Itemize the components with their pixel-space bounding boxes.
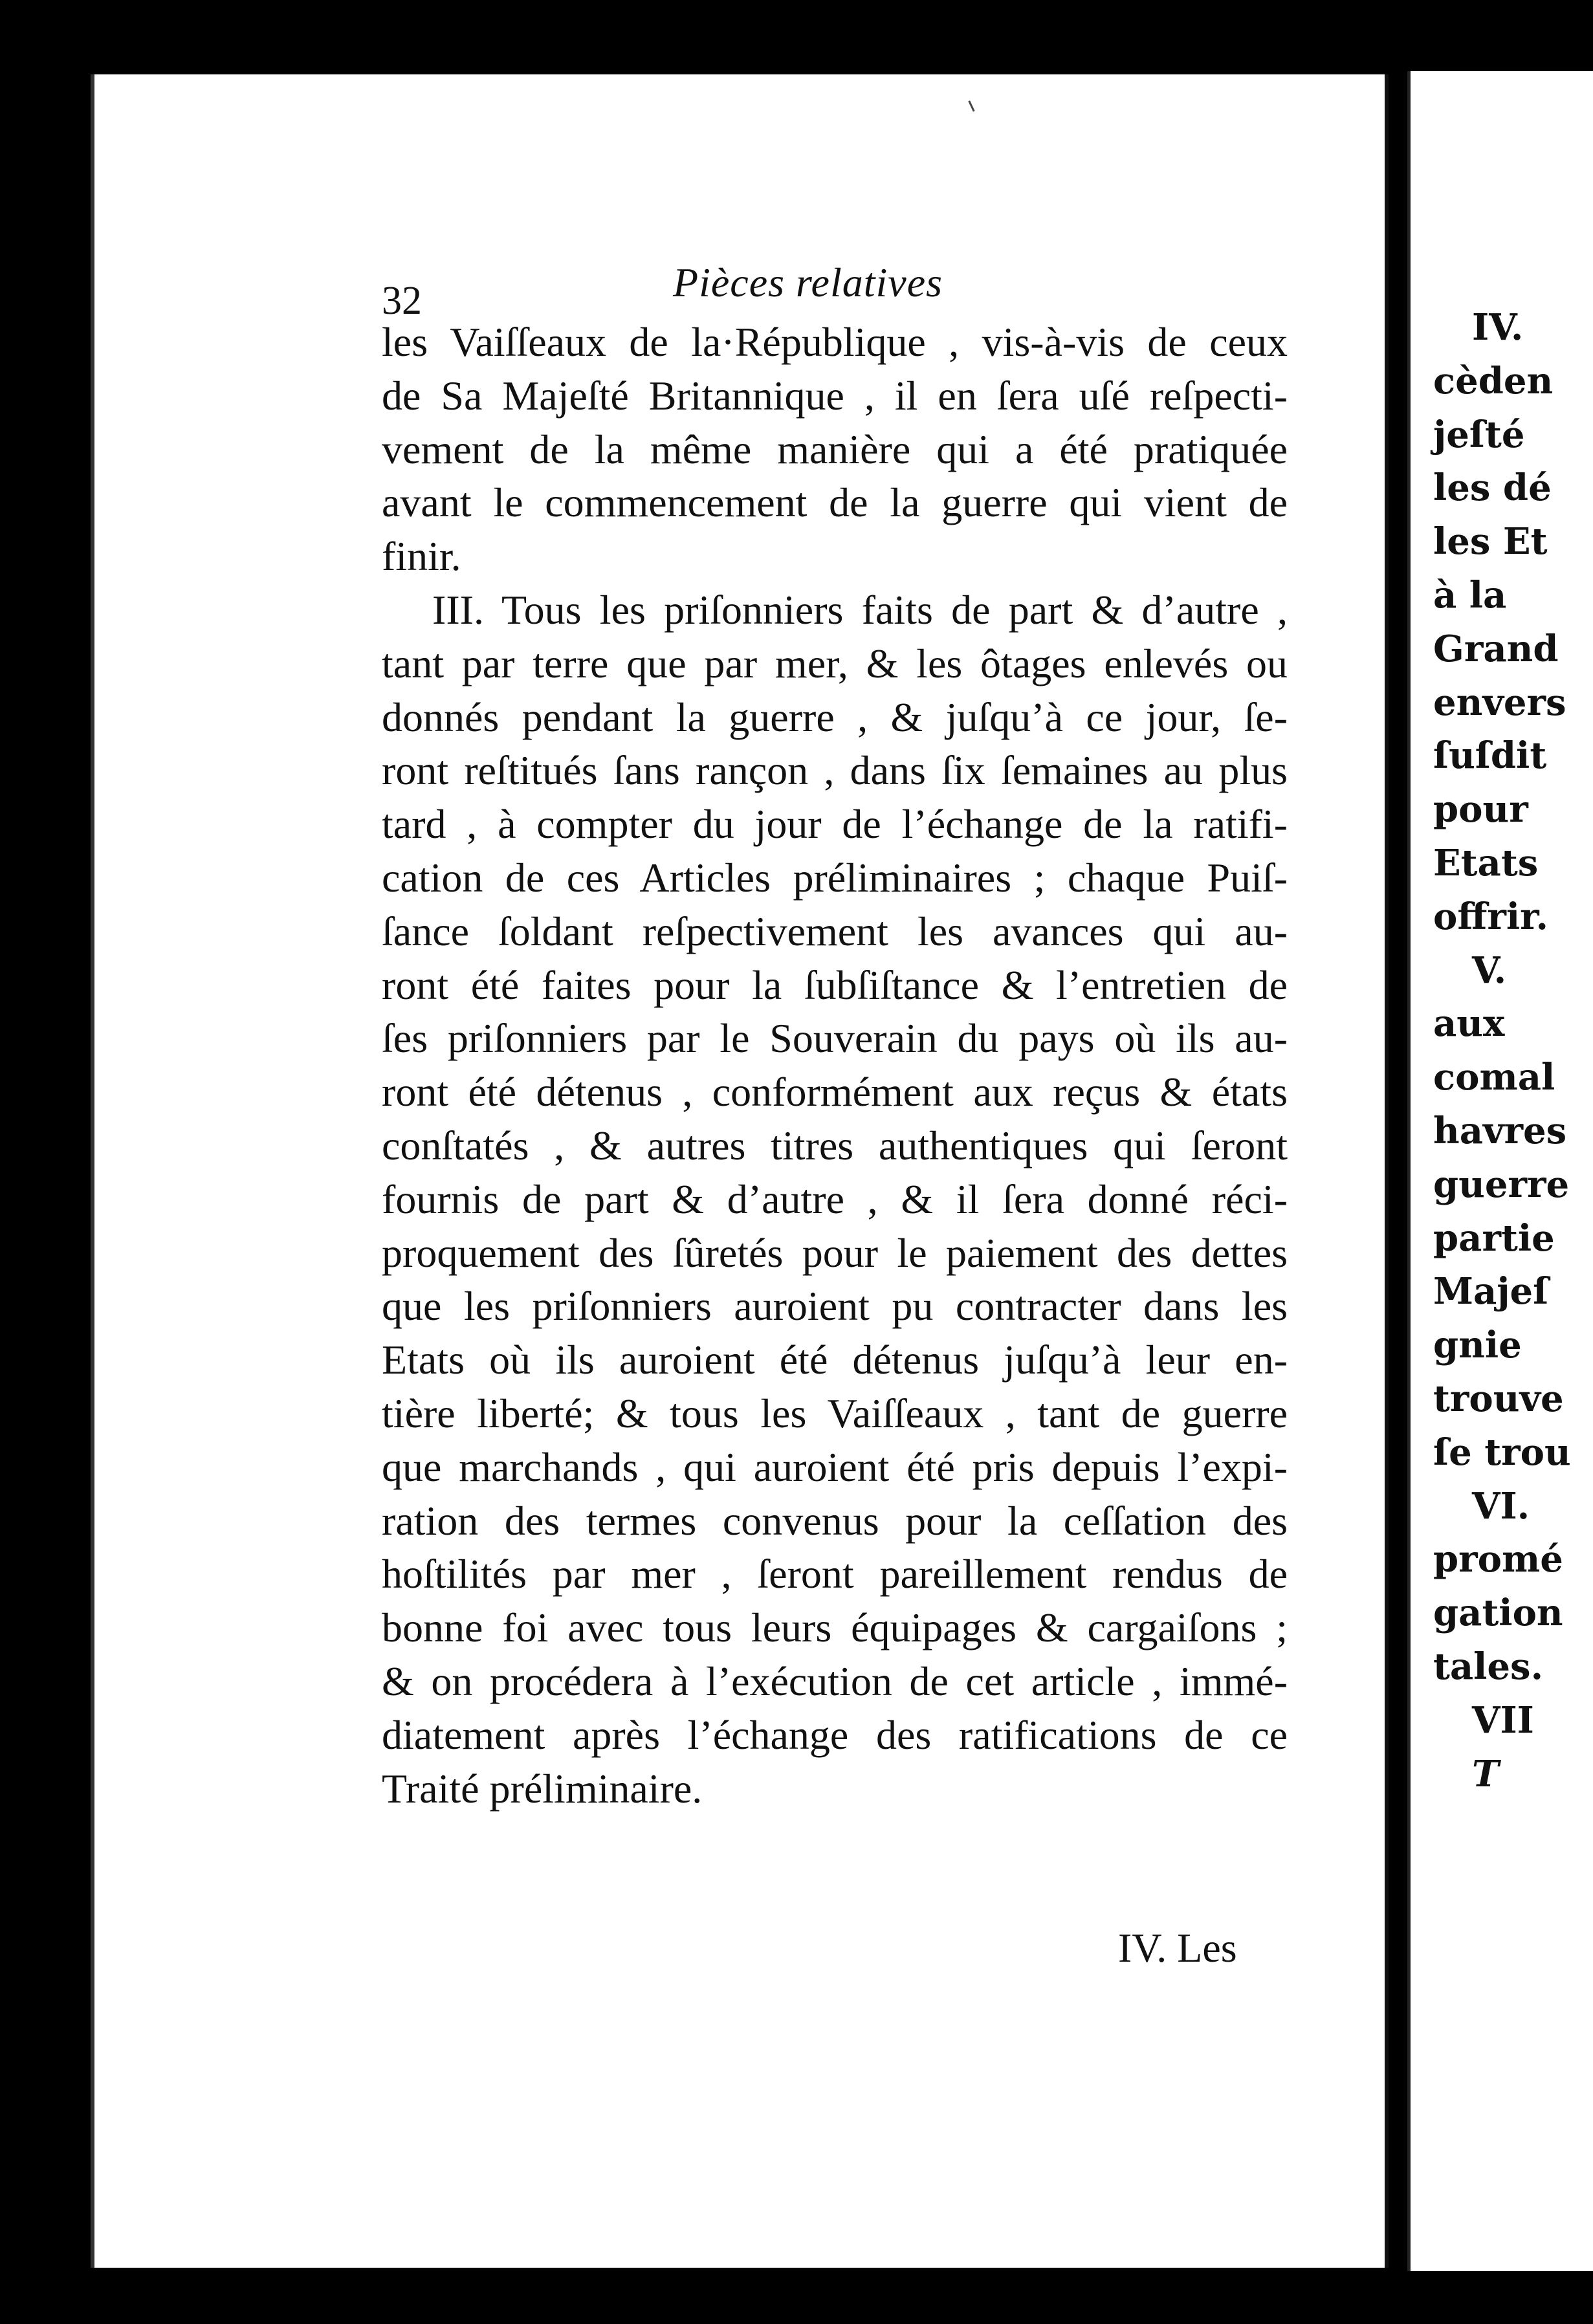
text-line: tière liberté; & tous les Vaiſſeaux , tant de guerre [382,1390,1288,1436]
text-line: tard , à compter du jour de l’échange de la ratifi- [382,801,1288,848]
text-line: III. Tous les priſonniers faits de part & d’autre , [432,586,1288,633]
right-text-line: offrir. [1433,895,1548,938]
text-line: de Sa Majeſté Britannique , il en ſera uſé reſpecti- [382,372,1288,419]
text-line: diatement après l’échange des ratifications de ce [382,1711,1288,1758]
right-text-line: ſuſdit [1433,734,1547,778]
right-text-line: aux [1433,1002,1505,1046]
right-text-line: promé [1433,1538,1563,1581]
text-line: & on procédera à l’exécution de cet article , immé- [382,1658,1288,1704]
running-head: Pièces relatives [673,259,943,305]
right-text-line: jeſté [1433,413,1525,456]
text-line: vement de la même manière qui a été pratiquée [382,426,1288,472]
text-line: ront reſtitués ſans rançon , dans ſix ſemaines au plus [382,747,1288,794]
text-line: conſtatés , & autres titres authentiques qui ſeront [382,1122,1288,1168]
right-text-line: gation [1433,1592,1563,1635]
right-text-line: tales. [1433,1645,1544,1688]
text-line: proquement des ſûretés pour le paiement des dettes [382,1229,1288,1276]
right-text-line: cèden [1433,359,1554,402]
right-text-line: guerre [1433,1163,1570,1206]
text-line: que les priſonniers auroient pu contracter dans les [382,1283,1288,1330]
right-text-line: envers [1433,681,1566,724]
right-text-line: Grand [1433,627,1559,670]
text-line: cation de ces Articles préliminaires ; chaque Puiſ- [382,854,1288,901]
text-line: hoſtilités par mer , ſeront pareillement rendus de [382,1551,1288,1597]
right-text-line: gnie [1433,1324,1522,1367]
text-line: ſance ſoldant reſpectivement les avances qui au- [382,908,1288,954]
page-header [382,259,1288,323]
right-text-line: IV. [1472,306,1524,349]
right-text-line: partie [1433,1216,1555,1260]
right-page-text [1411,301,1593,1801]
right-text-line: havres [1433,1109,1567,1152]
right-text-line: V. [1472,948,1507,992]
right-page [1407,71,1593,2271]
text-line: Etats où ils auroient été détenus juſqu’à leur en- [382,1337,1288,1383]
right-text-line: VII [1472,1698,1534,1742]
right-text-line: à la [1433,573,1507,617]
catchword: IV. Les [1118,1925,1237,1971]
text-line: Traité préliminaire. [382,1765,703,1812]
text-line: bonne foi avec tous leurs équipages & cargaiſons ; [382,1605,1288,1651]
text-line: ront été détenus , conformément aux reçus & états [382,1069,1288,1115]
text-line: ration des termes convenus pour la ceſſation des [382,1497,1288,1544]
text-line: finir. [382,533,461,580]
text-line: ront été faites pour la ſubſiſtance & l’entretien de [382,961,1288,1008]
right-text-line: VI. [1472,1484,1530,1528]
right-text-line: trouve [1433,1377,1564,1420]
right-text-line: comal [1433,1056,1555,1099]
text-line: avant le commencement de la guerre qui vient de [382,479,1288,526]
text-line: tant par terre que par mer, & les ôtages enlevés ou [382,640,1288,686]
page-number: 32 [382,279,422,323]
text-line: ſes priſonniers par le Souverain du pays où ils au- [382,1015,1288,1062]
right-text-line: T [1472,1752,1499,1795]
right-text-line: les dé [1433,466,1552,510]
text-line: que marchands , qui auroient été pris depuis l’expi- [382,1443,1288,1490]
right-text-line: Etats [1433,841,1539,884]
text-line: donnés pendant la guerre , & juſqu’à ce jour, ſe- [382,694,1288,740]
right-text-line: les Et [1433,520,1548,564]
body-text [382,316,1288,1815]
text-line: les Vaiſſeaux de la·République , vis-à-vis de ceux [382,319,1288,365]
text-line: fournis de part & d’autre , & il ſera donné réci- [382,1176,1288,1222]
page-gutter [1359,74,1389,2268]
right-text-line: Majeſ [1433,1270,1549,1313]
right-text-line: pour [1433,788,1528,831]
right-text-line: ſe trou [1433,1431,1571,1474]
